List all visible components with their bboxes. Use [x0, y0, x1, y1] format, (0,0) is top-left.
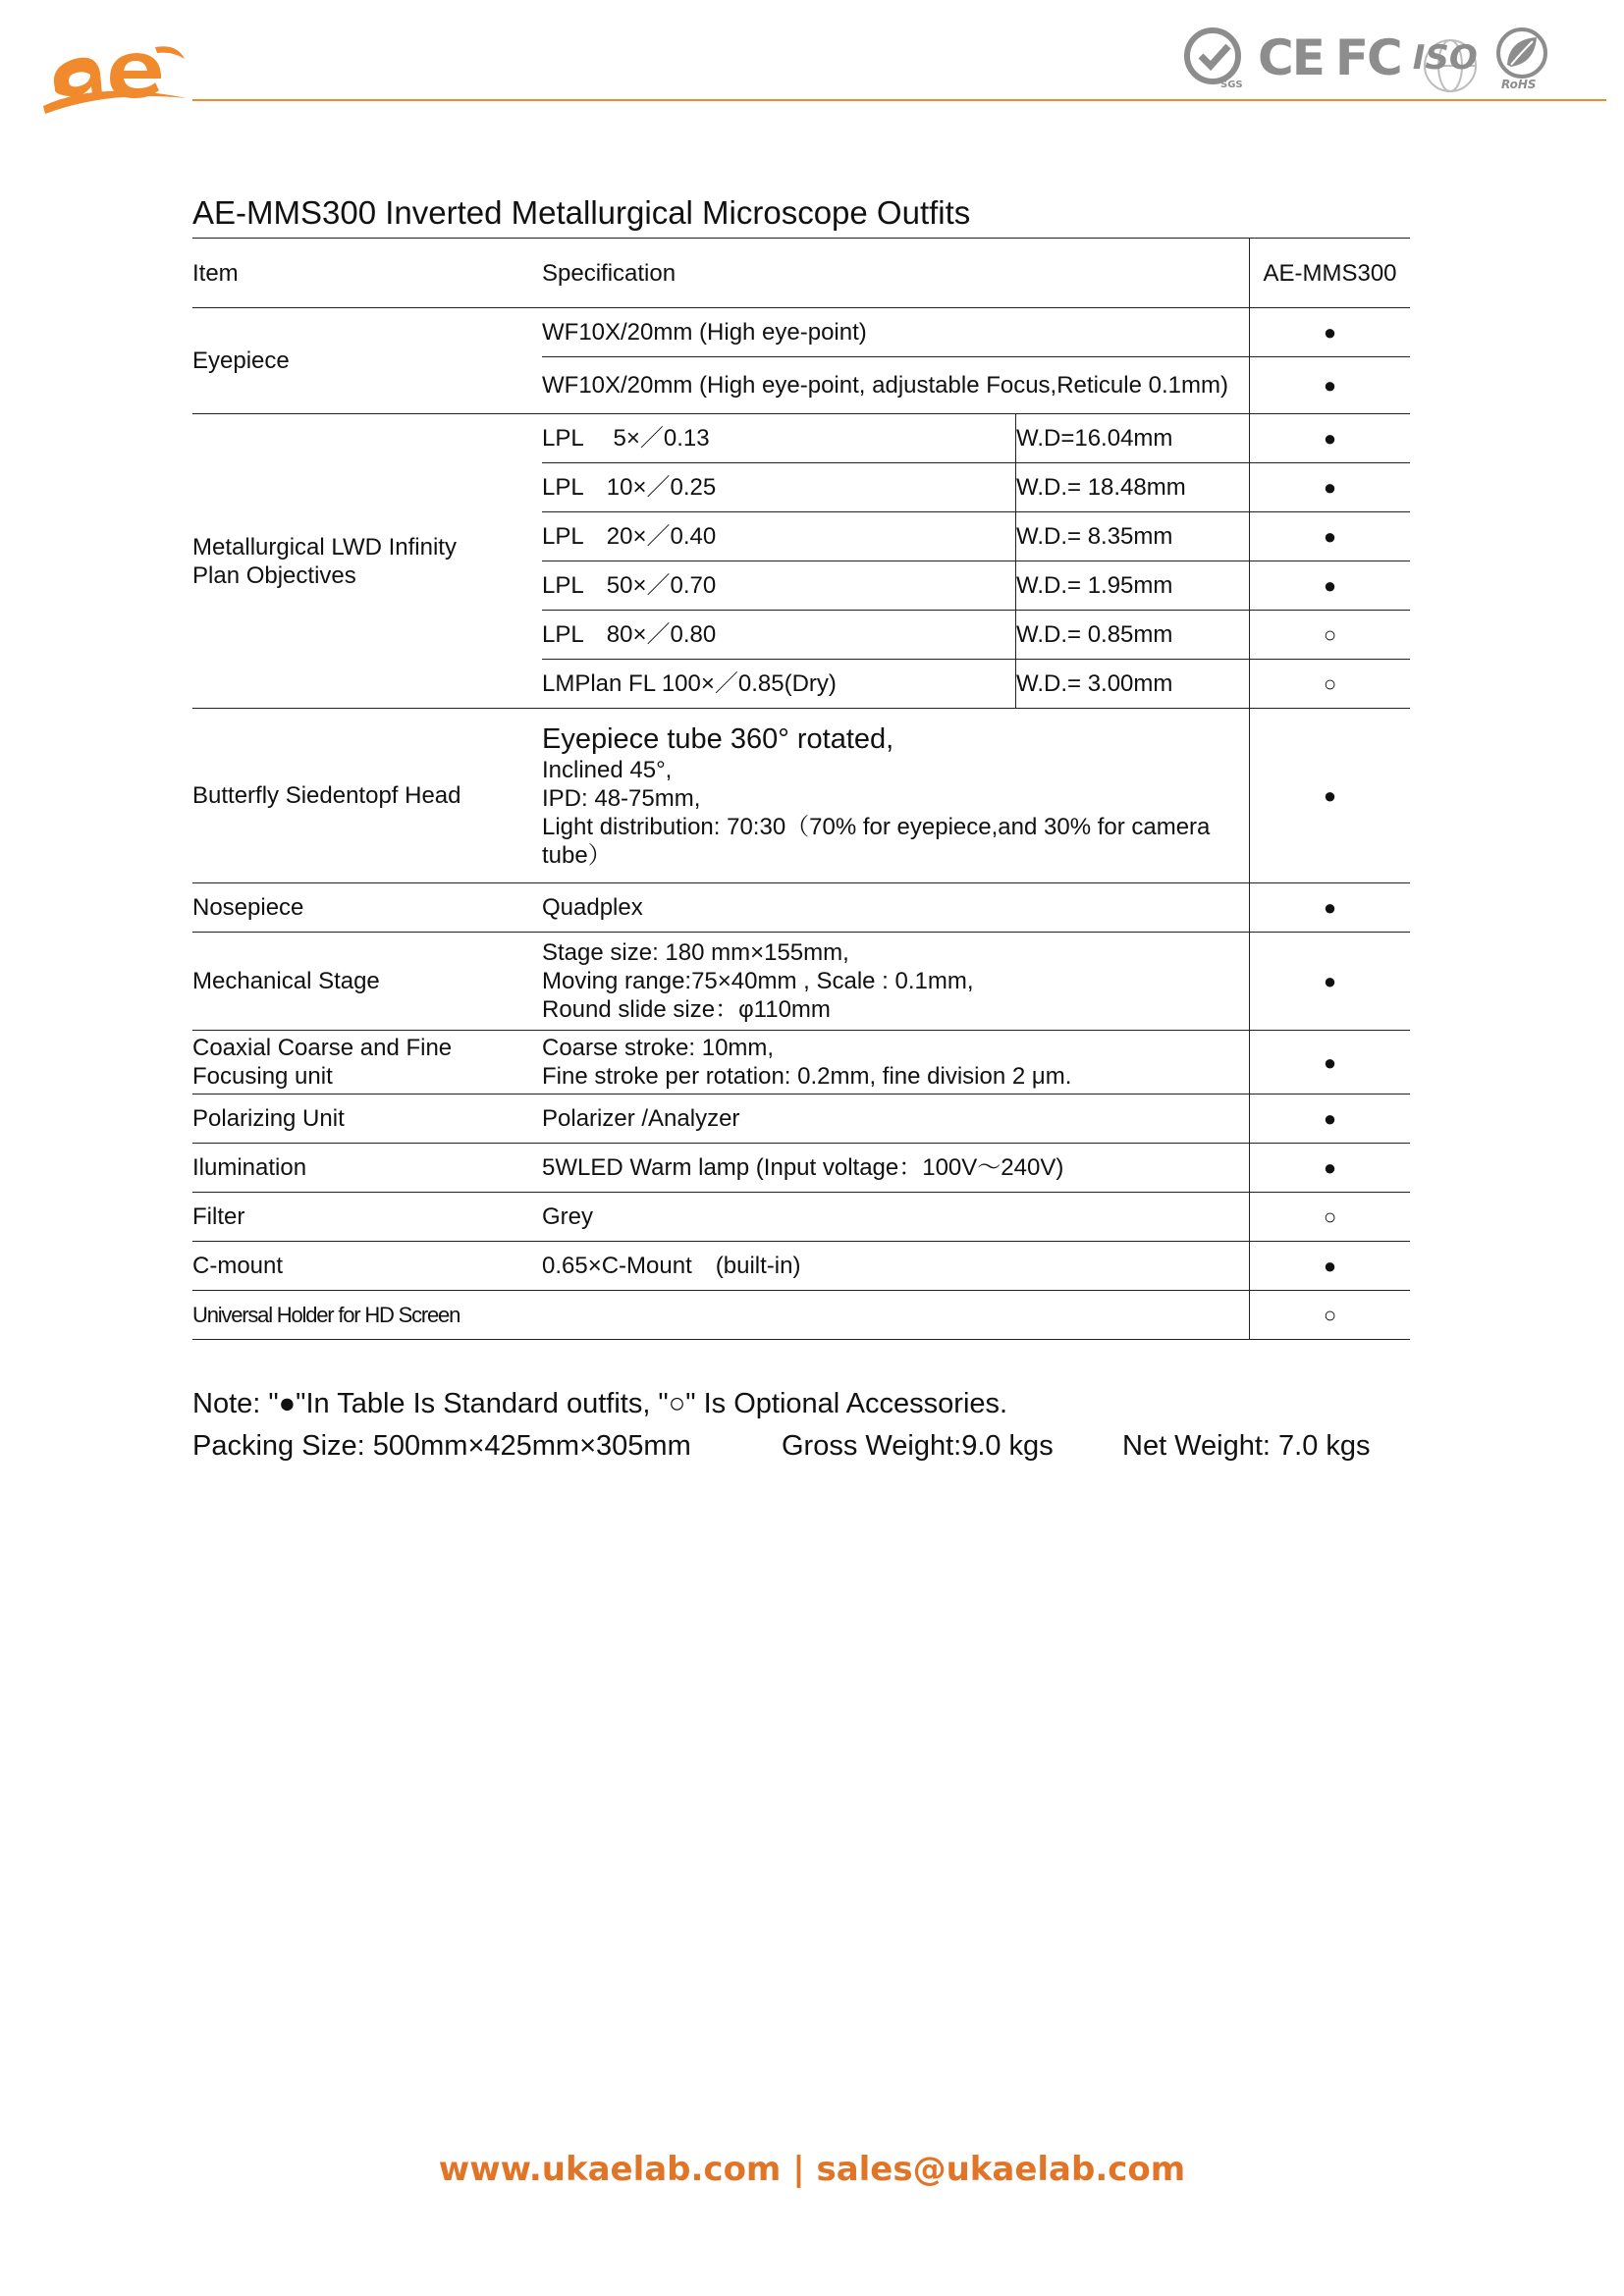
value-cell: ●	[1250, 414, 1411, 463]
table-row	[192, 308, 1410, 357]
fcc-mark-icon	[1335, 29, 1401, 86]
value-cell: ●	[1250, 463, 1411, 512]
value-cell: ●	[1250, 1031, 1411, 1095]
spec-cell: Grey	[542, 1193, 1250, 1242]
spec-cell: WF10X/20mm (High eye-point)	[542, 308, 1250, 357]
header-rule	[192, 99, 1606, 101]
header-specification: Specification	[542, 239, 1250, 308]
spec-cell-head	[542, 709, 1250, 883]
value-cell: ●	[1250, 1242, 1411, 1291]
spec-cell: 0.65×C-Mount (built-in)	[542, 1242, 1250, 1291]
spec-cell: LPL 5×／0.13	[542, 414, 1016, 463]
spec-cell: LMPlan FL 100×／0.85(Dry)	[542, 660, 1016, 709]
wd-cell: W.D=16.04mm	[1016, 414, 1250, 463]
certification-logos	[1183, 25, 1605, 91]
value-cell: ●	[1250, 883, 1411, 933]
document-title: AE-MMS300 Inverted Metallurgical Microscope Outfits	[192, 194, 971, 231]
stage-line1: Stage size: 180 mm×155mm,	[542, 939, 849, 966]
value-cell: ●	[1250, 512, 1411, 561]
spec-cell: WF10X/20mm (High eye-point, adjustable Focus,Reticule 0.1mm)	[542, 357, 1250, 414]
head-line1: Eyepiece tube 360° rotated,	[542, 722, 894, 755]
value-cell: ●	[1250, 933, 1411, 1031]
table-row	[192, 1291, 1410, 1340]
value-cell: ○	[1250, 660, 1411, 709]
spec-table	[192, 238, 1410, 1340]
spec-cell: LPL 20×／0.40	[542, 512, 1016, 561]
table-row	[192, 709, 1410, 883]
gross-weight: Gross Weight:9.0 kgs	[782, 1430, 1054, 1462]
spec-cell: LPL 50×／0.70	[542, 561, 1016, 611]
brand-logo	[39, 29, 189, 118]
item-filter: Filter	[192, 1193, 542, 1242]
wd-cell: W.D.= 3.00mm	[1016, 660, 1250, 709]
value-cell: ○	[1250, 1193, 1411, 1242]
svg-text:RoHS: RoHS	[1500, 78, 1537, 90]
item-polarizing: Polarizing Unit	[192, 1095, 542, 1144]
wd-cell: W.D.= 1.95mm	[1016, 561, 1250, 611]
table-row	[192, 933, 1410, 1031]
table-row	[192, 883, 1410, 933]
fc-label: FC	[1334, 29, 1401, 86]
header-model: AE-MMS300	[1250, 239, 1411, 308]
value-cell: ●	[1250, 1095, 1411, 1144]
item-nosepiece: Nosepiece	[192, 883, 542, 933]
item-illumination: Ilumination	[192, 1144, 542, 1193]
spec-cell: 5WLED Warm lamp (Input voltage：100V～240V)	[542, 1144, 1250, 1193]
spec-cell	[542, 1291, 1250, 1340]
wd-cell: W.D.= 8.35mm	[1016, 512, 1250, 561]
ce-mark-icon	[1258, 29, 1324, 86]
footer-contact: www.ukaelab.com | sales@ukaelab.com	[438, 2150, 1186, 2189]
head-line2: Inclined 45°,	[542, 756, 673, 783]
table-row	[192, 1242, 1410, 1291]
legend-note: Note: "●"In Table Is Standard outfits, "○" Is Optional Accessories.	[192, 1388, 1008, 1419]
table-row	[192, 1095, 1410, 1144]
focusing-line2: Fine stroke per rotation: 0.2mm, fine division 2 μm.	[542, 1063, 1072, 1090]
table-row	[192, 1144, 1410, 1193]
table-header-row	[192, 239, 1410, 308]
focusing-line1: Coarse stroke: 10mm,	[542, 1035, 775, 1061]
value-cell: ○	[1250, 611, 1411, 660]
stage-line2: Moving range:75×40mm , Scale : 0.1mm,	[542, 968, 974, 994]
value-cell: ●	[1250, 561, 1411, 611]
svg-text:SGS: SGS	[1220, 80, 1243, 89]
item-head: Butterfly Siedentopf Head	[192, 709, 542, 883]
ce-label: CE	[1258, 29, 1324, 86]
head-line4: Light distribution: 70:30（70% for eyepiece,and 30% for camera tube）	[542, 813, 1211, 869]
table-row	[192, 1193, 1410, 1242]
table-row	[192, 414, 1410, 463]
item-focusing-line2: Focusing unit	[192, 1063, 333, 1090]
spec-cell: LPL 10×／0.25	[542, 463, 1016, 512]
value-cell: ●	[1250, 308, 1411, 357]
spec-cell: Polarizer /Analyzer	[542, 1095, 1250, 1144]
item-holder: Universal Holder for HD Screen	[192, 1291, 542, 1340]
iso-icon	[1413, 38, 1478, 78]
item-eyepiece: Eyepiece	[192, 308, 542, 414]
rohs-leaf-icon	[1489, 26, 1554, 90]
net-weight: Net Weight: 7.0 kgs	[1122, 1430, 1371, 1462]
item-objectives	[192, 414, 542, 709]
spec-cell-stage	[542, 933, 1250, 1031]
stage-line3: Round slide size：φ110mm	[542, 996, 831, 1023]
table-row	[192, 1031, 1410, 1095]
wd-cell: W.D.= 0.85mm	[1016, 611, 1250, 660]
spec-cell: LPL 80×／0.80	[542, 611, 1016, 660]
item-cmount: C-mount	[192, 1242, 542, 1291]
value-cell: ●	[1250, 357, 1411, 414]
item-objectives-line2: Plan Objectives	[192, 561, 356, 589]
packing-size: Packing Size: 500mm×425mm×305mm	[192, 1430, 691, 1462]
page-header	[0, 0, 1624, 128]
sgs-icon	[1183, 27, 1246, 89]
value-cell: ●	[1250, 1144, 1411, 1193]
item-focusing	[192, 1031, 542, 1095]
item-stage: Mechanical Stage	[192, 933, 542, 1031]
wd-cell: W.D.= 18.48mm	[1016, 463, 1250, 512]
item-objectives-line1: Metallurgical LWD Infinity	[192, 533, 457, 561]
item-focusing-line1: Coaxial Coarse and Fine	[192, 1035, 453, 1061]
header-item: Item	[192, 239, 542, 308]
iso-label: ISO	[1412, 38, 1478, 78]
value-cell: ●	[1250, 709, 1411, 883]
spec-cell-focusing	[542, 1031, 1250, 1095]
spec-cell: Quadplex	[542, 883, 1250, 933]
value-cell: ○	[1250, 1291, 1411, 1340]
head-line3: IPD: 48-75mm,	[542, 784, 701, 812]
